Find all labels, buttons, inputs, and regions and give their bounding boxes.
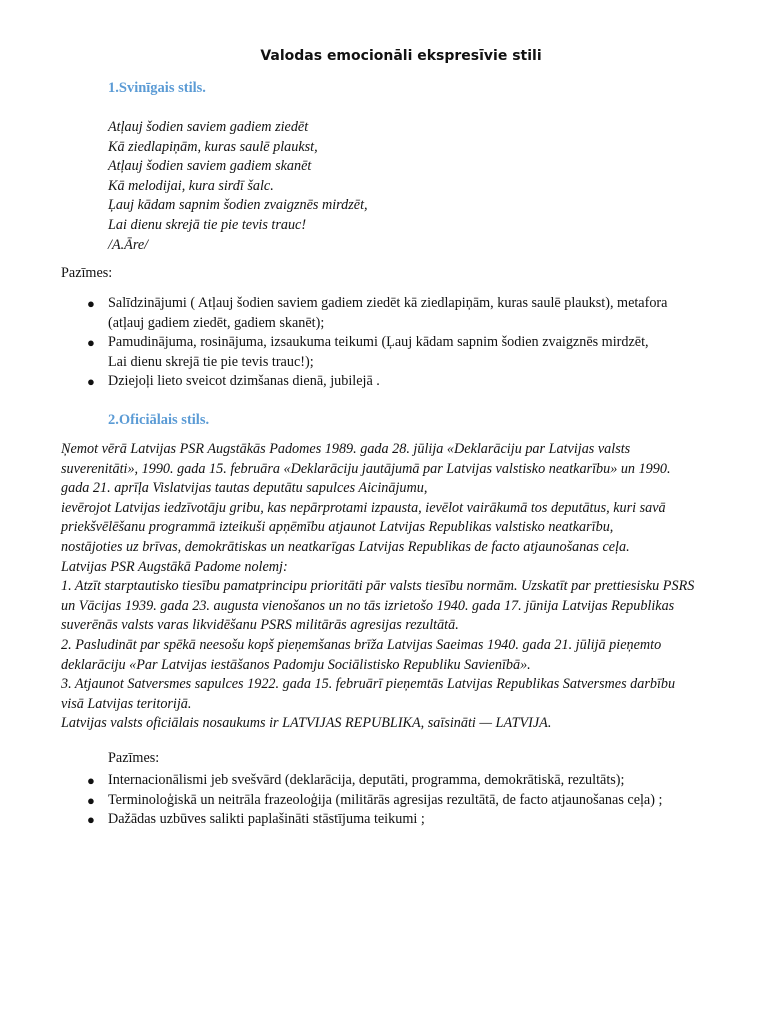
poem xyxy=(108,118,368,255)
list-item xyxy=(87,372,737,392)
poem-line: Lai dienu skrejā tie pie tevis trauc! xyxy=(108,216,307,233)
document-title: Valodas emocionāli ekspresīvie stili xyxy=(260,48,542,64)
text-line: 2. Pasludināt par spēkā neesošu kopš pieņemšanas brīža Latvijas Saeimas 1940. gada 21. jūlijā pieņemto xyxy=(61,636,662,653)
text-line: ievērojot Latvijas iedzīvotāju gribu, kas nepārprotami izpausta, ievēlot vairākumā tos deputātus, kuri savā xyxy=(61,499,666,516)
section2-features-label: Pazīmes: xyxy=(108,750,160,766)
text-line: 3. Atjaunot Satversmes sapulces 1922. gada 15. februārī pieņemtās Latvijas Republikas Satversmes darbību xyxy=(61,676,676,693)
text-line: suverenitāti», 1990. gada 15. februāra «Deklarāciju jautājumā par Latvijas valstisko neatkarību» un 1990. xyxy=(61,460,671,477)
bullet-icon: ● xyxy=(87,335,95,351)
official-text xyxy=(61,440,731,734)
text-line: nostājoties uz brīvas, demokrātiskas un neatkarīgas Latvijas Republikas de facto atjaunošanas ceļa. xyxy=(61,538,630,555)
list-item-text: Lai dienu skrejā tie pie tevis trauc!); xyxy=(108,353,314,370)
list-item-text: Dažādas uzbūves salikti paplašināti stāstījuma teikumi ; xyxy=(108,811,425,828)
text-line: deklarāciju «Par Latvijas iestāšanos Padomju Sociālistisko Republiku Savienībā». xyxy=(61,656,531,673)
bullet-icon: ● xyxy=(87,773,95,788)
section1-feature-list xyxy=(87,294,737,392)
text-line: visā Latvijas teritorijā. xyxy=(61,695,192,712)
bullet-icon: ● xyxy=(87,812,95,828)
text-line: 1. Atzīt starptautisko tiesību pamatprincipu prioritāti pār valsts tiesību normām. Uzskatīt par prettiesisku PSRS xyxy=(61,578,695,595)
list-item xyxy=(87,791,737,811)
list-item xyxy=(87,333,737,372)
list-item xyxy=(87,294,737,333)
list-item xyxy=(87,771,737,791)
list-item-text: Pamudinājuma, rosinājuma, izsaukuma teikumi (Ļauj kādam sapnim šodien zvaigznēs mirdzēt, xyxy=(108,334,649,351)
text-line: Latvijas valsts oficiālais nosaukums ir LATVIJAS REPUBLIKA, saīsināti — LATVIJA. xyxy=(61,715,552,732)
section1-heading: 1.Svinīgais stils. xyxy=(108,80,206,96)
text-line: suverēnās valsts varas likvidēšanu PSRS militārās agresijas rezultātā. xyxy=(61,617,459,634)
poem-line: Kā ziedlapiņām, kuras saulē plaukst, xyxy=(108,138,318,155)
text-line: priekšvēlēšanu programmā izteikuši apņēmību atjaunot Latvijas Republikas valstisko neatkarību, xyxy=(61,519,614,536)
text-line: gada 21. aprīļa Vislatvijas tautas deputātu sapulces Aicinājumu, xyxy=(61,480,428,497)
list-item-text: Salīdzinājumi ( Atļauj šodien saviem gadiem ziedēt kā ziedlapiņām, kuras saulē plaukst), metafora xyxy=(108,295,668,311)
text-line: un Vācijas 1939. gada 23. augusta vienošanos un no tās izrietošo 1940. gada 17. jūnija Latvijas Republikas xyxy=(61,597,675,614)
section2-heading: 2.Oficiālais stils. xyxy=(108,412,210,428)
section1-features-label: Pazīmes: xyxy=(61,265,113,281)
poem-author: /A.Āre/ xyxy=(108,236,149,253)
list-item-text: (atļauj gadiem ziedēt, gadiem skanēt); xyxy=(108,314,325,331)
text-line: Latvijas PSR Augstākā Padome nolemj: xyxy=(61,558,288,575)
list-item-text: Terminoloģiskā un neitrāla frazeoloģija (militārās agresijas rezultātā, de facto atjaunošanas ceļa) ; xyxy=(108,791,663,808)
section2-feature-list xyxy=(87,771,737,830)
poem-line: Ļauj kādam sapnim šodien zvaigznēs mirdzēt, xyxy=(108,197,368,214)
poem-line: Atļauj šodien saviem gadiem ziedēt xyxy=(108,119,309,135)
text-line: Ņemot vērā Latvijas PSR Augstākās Padomes 1989. gada 28. jūlija «Deklarāciju par Latvijas valsts xyxy=(61,441,631,457)
bullet-icon: ● xyxy=(87,296,95,311)
poem-line: Kā melodijai, kura sirdī šalc. xyxy=(108,177,274,194)
poem-line: Atļauj šodien saviem gadiem skanēt xyxy=(108,158,312,175)
list-item xyxy=(87,810,737,830)
list-item-text: Dziejoļi lieto sveicot dzimšanas dienā, jubilejā . xyxy=(108,373,380,390)
bullet-icon: ● xyxy=(87,792,95,808)
list-item-text: Internacionālismi jeb svešvārd (deklarācija, deputāti, programma, demokrātiskā, rezultāts); xyxy=(108,772,625,788)
bullet-icon: ● xyxy=(87,374,95,390)
